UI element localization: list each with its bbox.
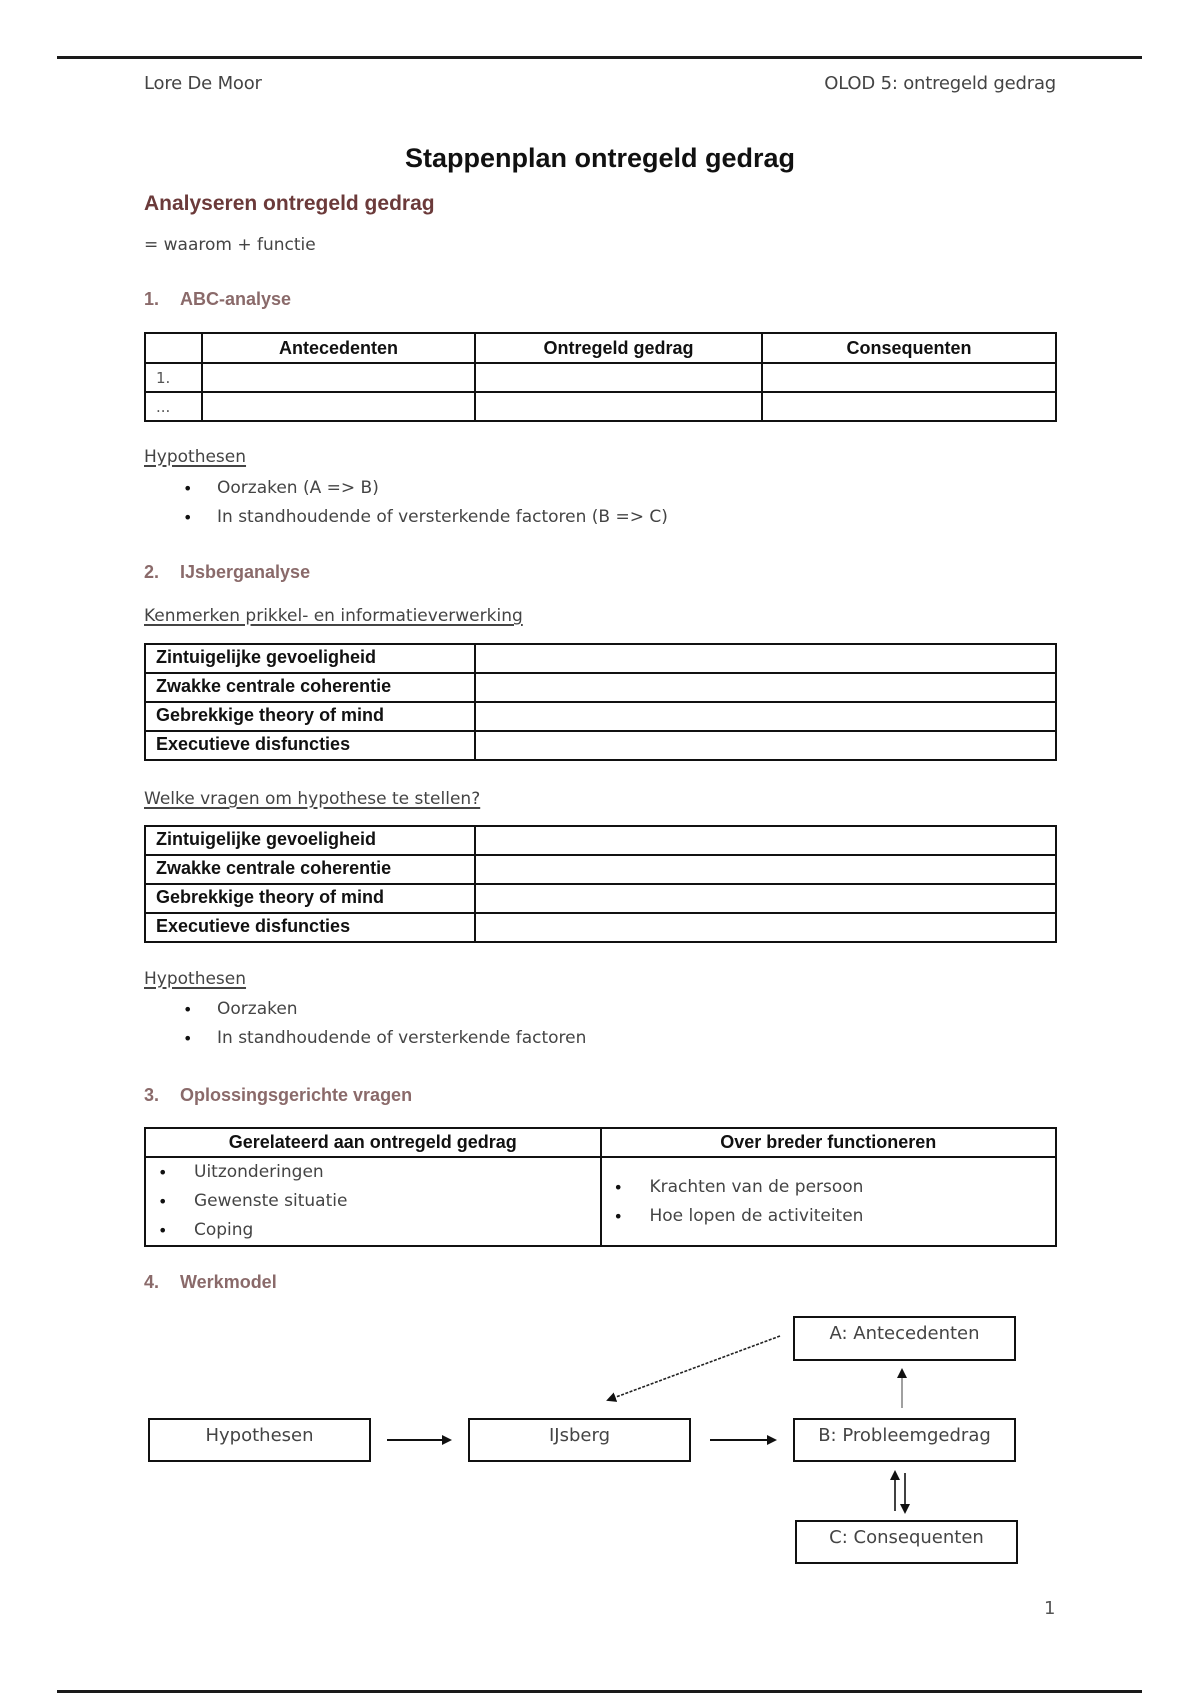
table-cell[interactable] [475, 884, 1056, 913]
list-item: • Gewenste situatie [146, 1187, 600, 1216]
header-course: OLOD 5: ontregeld gedrag [824, 73, 1056, 94]
table-row [145, 702, 1056, 731]
section-heading-iceberg [144, 562, 310, 583]
table-row [145, 826, 1056, 855]
solution-list-broader [602, 1173, 1056, 1231]
page-title: Stappenplan ontregeld gedrag [404, 143, 796, 173]
table-cell: 1. [145, 363, 202, 392]
section-number: 1. [144, 289, 160, 309]
diagram-box-consequences: C: Consequenten [795, 1520, 1018, 1564]
list-item: • Coping [146, 1216, 600, 1245]
abc-table [144, 332, 1057, 422]
arrow-antecedents-to-iceberg [608, 1336, 780, 1400]
questions-label: Welke vragen om hypothese te stellen? [144, 789, 481, 809]
table-cell[interactable] [475, 363, 762, 392]
section-title: Werkmodel [180, 1272, 277, 1292]
list-item: • Uitzonderingen [146, 1158, 600, 1187]
list-item: • Oorzaken [180, 995, 586, 1024]
diagram-box-iceberg: IJsberg [468, 1418, 691, 1462]
diagram-box-hypotheses: Hypothesen [148, 1418, 371, 1462]
list-item: • Hoe lopen de activiteiten [602, 1202, 1056, 1231]
table-row [145, 1157, 1056, 1246]
section-number: 3. [144, 1085, 160, 1105]
table-cell: Executieve disfuncties [145, 913, 475, 942]
top-rule [57, 56, 1142, 59]
table-cell[interactable] [475, 913, 1056, 942]
table-cell [601, 1157, 1057, 1246]
table-cell: Gebrekkige theory of mind [145, 702, 475, 731]
table-cell[interactable] [475, 702, 1056, 731]
table-row [145, 884, 1056, 913]
table-cell[interactable] [762, 363, 1056, 392]
hypotheses-list [180, 474, 668, 532]
table-row [145, 363, 1056, 392]
table-header-cell: Over breder functioneren [601, 1128, 1057, 1157]
table-cell: Zwakke centrale coherentie [145, 673, 475, 702]
table-cell [145, 1157, 601, 1246]
list-item: • In standhoudende of versterkende factoren [180, 1024, 586, 1053]
table-header-cell: Gerelateerd aan ontregeld gedrag [145, 1128, 601, 1157]
table-cell: Zwakke centrale coherentie [145, 855, 475, 884]
table-header-cell: Ontregeld gedrag [475, 333, 762, 363]
hypotheses-label: Hypothesen [144, 969, 247, 989]
table-row [145, 913, 1056, 942]
features-table [144, 643, 1057, 761]
features-label: Kenmerken prikkel- en informatieverwerking [144, 606, 523, 626]
header-author: Lore De Moor [144, 73, 262, 94]
table-cell: Gebrekkige theory of mind [145, 884, 475, 913]
table-header-cell: Antecedenten [202, 333, 475, 363]
table-cell[interactable] [475, 644, 1056, 673]
table-row [145, 673, 1056, 702]
solution-table [144, 1127, 1057, 1247]
table-cell[interactable] [475, 392, 762, 421]
table-header-cell [145, 333, 202, 363]
section-number: 4. [144, 1272, 160, 1292]
table-cell: Zintuigelijke gevoeligheid [145, 644, 475, 673]
table-cell: Zintuigelijke gevoeligheid [145, 826, 475, 855]
intro-text: = waarom + functie [144, 235, 316, 255]
section-heading-model [144, 1272, 277, 1293]
table-cell[interactable] [475, 673, 1056, 702]
table-cell[interactable] [475, 855, 1056, 884]
table-row [145, 855, 1056, 884]
table-header-row [145, 1128, 1056, 1157]
table-cell: Executieve disfuncties [145, 731, 475, 760]
list-item: • Oorzaken (A => B) [180, 474, 668, 503]
section-title: Oplossingsgerichte vragen [180, 1085, 413, 1105]
table-cell[interactable] [202, 392, 475, 421]
section-title: ABC-analyse [180, 289, 292, 309]
diagram-box-behavior: B: Probleemgedrag [793, 1418, 1016, 1462]
table-cell: ... [145, 392, 202, 421]
table-row [145, 644, 1056, 673]
section-number: 2. [144, 562, 160, 582]
hypotheses-list [180, 995, 586, 1053]
hypotheses-label: Hypothesen [144, 447, 247, 467]
table-cell[interactable] [475, 826, 1056, 855]
table-cell[interactable] [475, 731, 1056, 760]
section-heading-abc [144, 289, 291, 310]
list-item: • Krachten van de persoon [602, 1173, 1056, 1202]
questions-table [144, 825, 1057, 943]
table-header-cell: Consequenten [762, 333, 1056, 363]
section-title: IJsberganalyse [180, 562, 311, 582]
table-cell[interactable] [762, 392, 1056, 421]
table-cell[interactable] [202, 363, 475, 392]
main-heading: Analyseren ontregeld gedrag [144, 192, 435, 215]
page-number: 1 [1044, 1598, 1056, 1619]
table-row [145, 731, 1056, 760]
solution-list-related [146, 1158, 600, 1245]
list-item: • In standhoudende of versterkende factoren (B => C) [180, 503, 668, 532]
table-header-row [145, 333, 1056, 363]
diagram-box-antecedents: A: Antecedenten [793, 1316, 1016, 1361]
table-row [145, 392, 1056, 421]
bottom-rule [57, 1690, 1142, 1693]
section-heading-solution [144, 1085, 412, 1106]
